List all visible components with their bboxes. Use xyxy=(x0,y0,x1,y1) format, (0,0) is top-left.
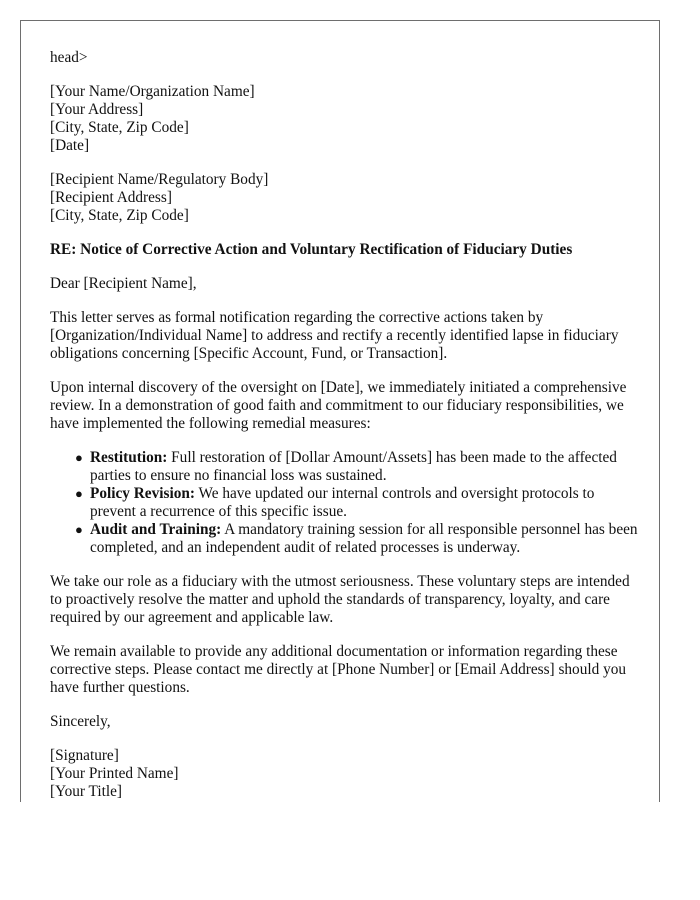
intro-paragraph: This letter serves as formal notification regarding the corrective actions taken by [Organization/Individual Name] to address and rectify a recently identified lapse in fiduciary obligations concerning [Specific Account, Fund, or Transaction]. xyxy=(50,309,619,362)
list-item-restitution xyxy=(75,449,640,485)
closing: Sincerely, xyxy=(50,713,111,730)
stray-text-line: head> xyxy=(50,49,88,66)
printed-name: [Your Printed Name] xyxy=(50,765,179,782)
measure-text: We have updated our internal controls and oversight protocols to prevent a recurrence of this specific issue. xyxy=(90,485,595,520)
measure-title: Restitution: xyxy=(90,449,168,466)
list-item-policy-revision xyxy=(75,485,640,521)
recipient-address: [Recipient Address] xyxy=(50,189,172,206)
contact-paragraph: We remain available to provide any additional documentation or information regarding these corrective steps. Please contact me directly at [Phone Number] or [Email Address] should you have further questions. xyxy=(50,643,627,696)
bullet-icon: ● xyxy=(75,486,83,501)
measure-title: Audit and Training: xyxy=(90,521,222,538)
letter-page xyxy=(20,20,660,802)
subject-line: RE: Notice of Corrective Action and Voluntary Rectification of Fiduciary Duties xyxy=(50,241,573,258)
list-item-audit-training xyxy=(75,521,640,557)
signer-title: [Your Title] xyxy=(50,783,122,800)
sender-name: [Your Name/Organization Name] xyxy=(50,83,255,100)
measure-text: A mandatory training session for all responsible personnel has been completed, and an independent audit of related processes is underway. xyxy=(90,521,638,556)
letter-date: [Date] xyxy=(50,137,90,154)
letter-content xyxy=(50,49,640,802)
bullet-icon: ● xyxy=(75,450,83,465)
discovery-paragraph: Upon internal discovery of the oversight on [Date], we immediately initiated a comprehensive review. In a demonstration of good faith and commitment to our fiduciary responsibilities, we have implemented the following remedial measures: xyxy=(50,379,627,432)
recipient-block xyxy=(50,171,640,225)
sender-address: [Your Address] xyxy=(50,101,144,118)
remedial-measures-list xyxy=(50,449,640,557)
sender-block xyxy=(50,83,640,155)
salutation: Dear [Recipient Name], xyxy=(50,275,197,292)
measure-title: Policy Revision: xyxy=(90,485,195,502)
bullet-icon: ● xyxy=(75,522,83,537)
sender-city: [City, State, Zip Code] xyxy=(50,119,189,136)
recipient-city: [City, State, Zip Code] xyxy=(50,207,189,224)
measure-text: Full restoration of [Dollar Amount/Assets] has been made to the affected parties to ensure no financial loss was sustained. xyxy=(90,449,617,484)
recipient-name: [Recipient Name/Regulatory Body] xyxy=(50,171,269,188)
signature: [Signature] xyxy=(50,747,119,764)
stray-text xyxy=(50,49,640,67)
commitment-paragraph: We take our role as a fiduciary with the utmost seriousness. These voluntary steps are intended to proactively resolve the matter and uphold the standards of transparency, loyalty, and care required by our agreement and applicable law. xyxy=(50,573,630,626)
signature-block xyxy=(50,747,640,801)
